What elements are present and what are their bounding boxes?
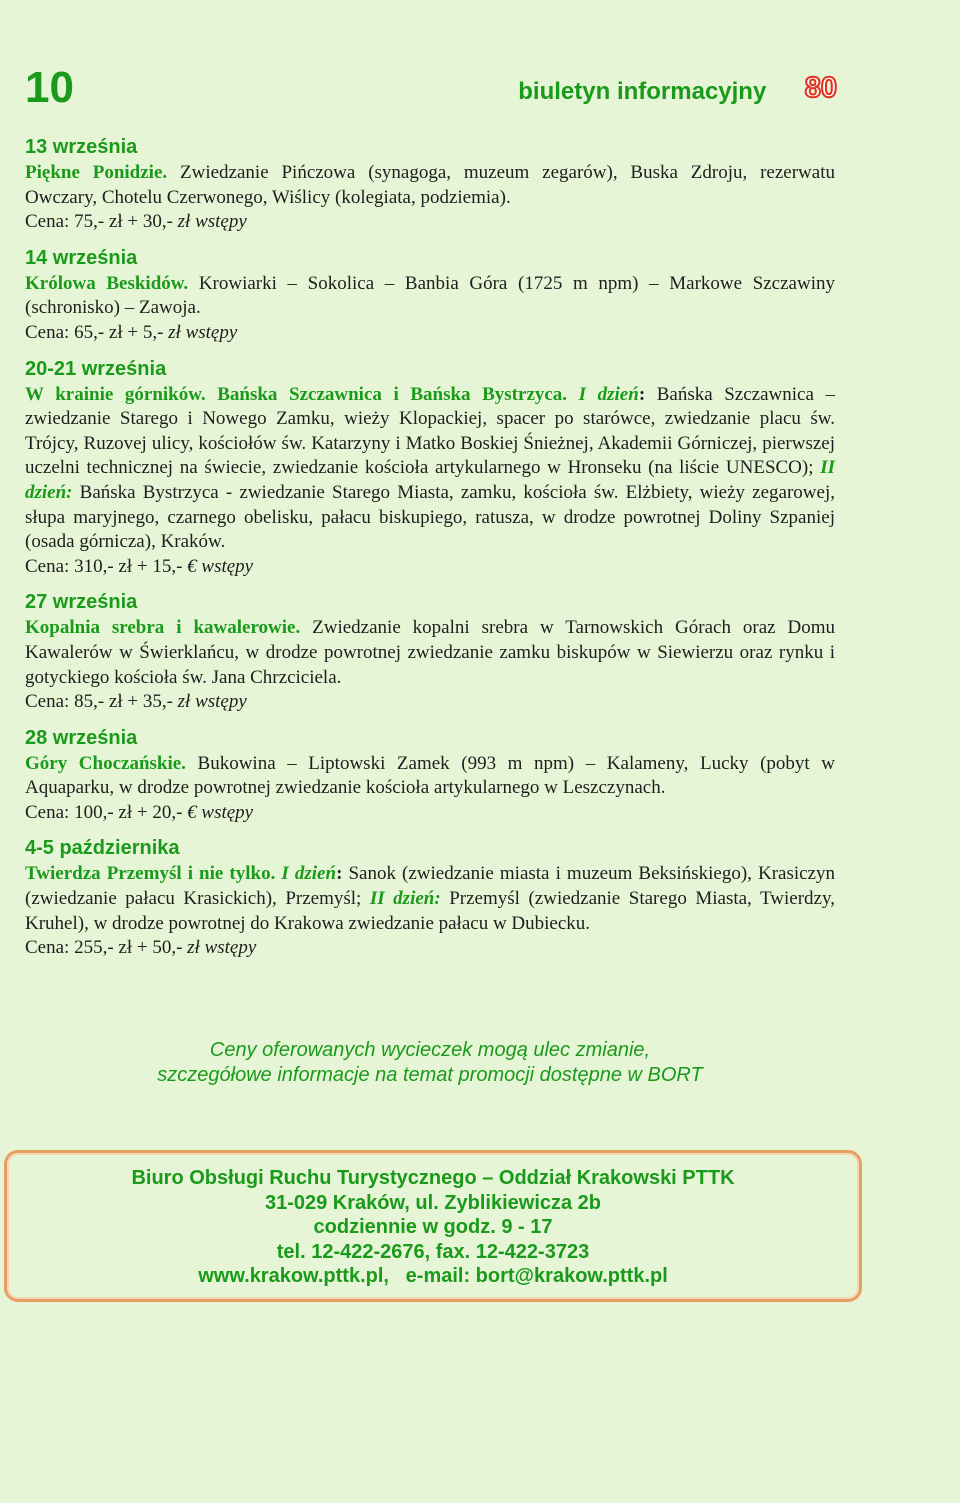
day2-label: II dzień:	[25, 457, 835, 503]
trip-entry	[25, 834, 835, 960]
notice-line-2: szczegółowe informacje na temat promocji dostępne w BORT	[157, 1064, 703, 1086]
day1-text: Sanok (zwiedzanie miasta i muzeum Beksińskiego), Krasiczyn (zwiedzanie pałacu Krasickich), Przemyśl;	[25, 863, 835, 910]
trip-price	[25, 555, 835, 580]
day2-text: Bańska Bystrzyca - zwiedzanie Starego Miasta, zamku, kościoła św. Elżbiety, wieży zegarowej, słupa maryjnego, czarnego obelisku, pałacu biskupiego, ratusza, w drodze powrotnej Doliny Szpaniej (osada górnicza), Kraków.	[25, 481, 835, 553]
trip-text: Bukowina – Liptowski Zamek (993 m npm) – Kalameny, Lucky (pobyt w Aquaparku, w drodze powrotnej zwiedzanie kościoła artykularnego w Leszczynach.	[25, 752, 835, 799]
trip-description	[25, 862, 835, 936]
price-base: Cena: 255,- zł + 50,-	[25, 937, 188, 959]
office-hours: codziennie w godz. 9 - 17	[313, 1216, 553, 1239]
office-address: 31-029 Kraków, ul. Zyblikiewicza 2b	[264, 1191, 602, 1214]
trip-date: 13 września	[25, 136, 138, 158]
trip-text: Krowiarki – Sokolica – Banbia Góra (1725 m npm) – Markowe Szczawiny (schronisko) – Zawoja.	[25, 272, 835, 319]
office-web-email	[7, 1264, 859, 1289]
trip-description	[25, 616, 835, 690]
day2-label: II dzień:	[369, 888, 441, 910]
office-phone: tel. 12-422-2676, fax. 12-422-3723	[276, 1240, 590, 1263]
trips-list	[25, 133, 835, 970]
trip-price	[25, 801, 835, 826]
trip-date: 4-5 października	[25, 837, 180, 860]
trip-date: 20-21 września	[25, 357, 167, 380]
day1-text: Bańska Szczawnica – zwiedzanie Starego i Nowego Zamku, wieży Klopackiej, spacer po starówce, zwiedzanie placu św. Trójcy, Ruzovej ulicy, kościołów św. Katarzyny i Matko Boskiej Śnieżnej, Akademii Górniczej, pierwszej uczelni technicznej na świecie, zwiedzanie kościoła artykularnego w Hronseku (na liście UNESCO);	[25, 383, 835, 479]
price-base: Cena: 65,- zł + 5,-	[25, 321, 169, 343]
day1-label: I dzień	[281, 863, 337, 885]
trip-date: 27 września	[25, 591, 138, 614]
price-extra: € wstępy	[187, 801, 254, 823]
trip-description	[25, 383, 835, 555]
trip-date: 14 września	[25, 246, 138, 269]
office-contact-text	[7, 1166, 859, 1289]
day1-label: I dzień	[578, 383, 639, 405]
price-base: Cena: 85,- zł + 35,-	[25, 691, 178, 713]
notice-line-1: Ceny oferowanych wycieczek mogą ulec zmianie,	[209, 1039, 651, 1061]
office-contact-box	[4, 1150, 862, 1302]
trip-date: 28 września	[25, 726, 138, 749]
price-base: Cena: 75,- zł + 30,-	[25, 211, 178, 233]
office-email-link[interactable]: e-mail: bort@krakow.pttk.pl	[405, 1265, 668, 1288]
trip-entry	[25, 244, 835, 346]
trip-description	[25, 161, 835, 210]
trip-description	[25, 272, 835, 321]
trip-title: Twierdza Przemyśl i nie tylko.	[25, 863, 276, 885]
trip-title: Królowa Beskidów.	[25, 272, 189, 294]
office-name: Biuro Obsługi Ruchu Turystycznego – Oddział Krakowski PTTK	[131, 1167, 735, 1189]
trip-price	[25, 690, 835, 715]
price-extra: zł wstępy	[177, 211, 247, 233]
trip-price	[25, 210, 835, 235]
trip-entry	[25, 724, 835, 826]
page-number: 10	[25, 63, 74, 112]
price-notice	[110, 1038, 750, 1088]
bulletin-title	[518, 78, 825, 106]
trip-price	[25, 321, 835, 346]
trip-title: Piękne Ponidzie.	[25, 162, 168, 183]
price-extra: zł wstępy	[187, 937, 257, 959]
trip-text: Zwiedzanie kopalni srebra w Tarnowskich Górach oraz Domu Kawalerów w Świerklańcu, w drodze powrotnej zwiedzanie zamku biskupów w Siewierzu oraz rynku i gotyckiego kościoła św. Jana Chrzciciela.	[25, 617, 835, 688]
trip-entry	[25, 588, 835, 714]
trip-text: Zwiedzanie Pińczowa (synagoga, muzeum zegarów), Buska Zdroju, rezerwatu Owczary, Chotelu Czerwonego, Wiślicy (kolegiata, podziemia).	[25, 162, 835, 208]
bulletin-title-text: biuletyn informacyjny	[518, 78, 767, 105]
trip-title: W krainie górników. Bańska Szczawnica i Bańska Bystrzyca.	[25, 383, 568, 405]
trip-entry	[25, 355, 835, 580]
price-extra: zł wstępy	[168, 321, 238, 343]
trip-entry	[25, 133, 835, 235]
page-header	[25, 58, 835, 118]
day2-text: Przemyśl (zwiedzanie Starego Miasta, Twierdzy, Kruhel), w drodze powrotnej do Krakowa zwiedzanie pałacu w Dubiecku.	[25, 888, 835, 934]
office-website-link[interactable]: www.krakow.pttk.pl,	[198, 1265, 389, 1288]
trip-description	[25, 752, 835, 801]
trip-title: Góry Choczańskie.	[25, 752, 186, 774]
issue-number-logo: 80	[804, 72, 837, 104]
day1-separator: :	[638, 383, 646, 405]
price-base: Cena: 310,- zł + 15,-	[25, 555, 188, 577]
price-extra: € wstępy	[187, 555, 254, 577]
price-base: Cena: 100,- zł + 20,-	[25, 801, 188, 823]
price-extra: zł wstępy	[177, 691, 247, 713]
day1-separator: :	[336, 863, 343, 885]
trip-price	[25, 936, 835, 961]
trip-title: Kopalnia srebra i kawalerowie.	[25, 617, 301, 639]
